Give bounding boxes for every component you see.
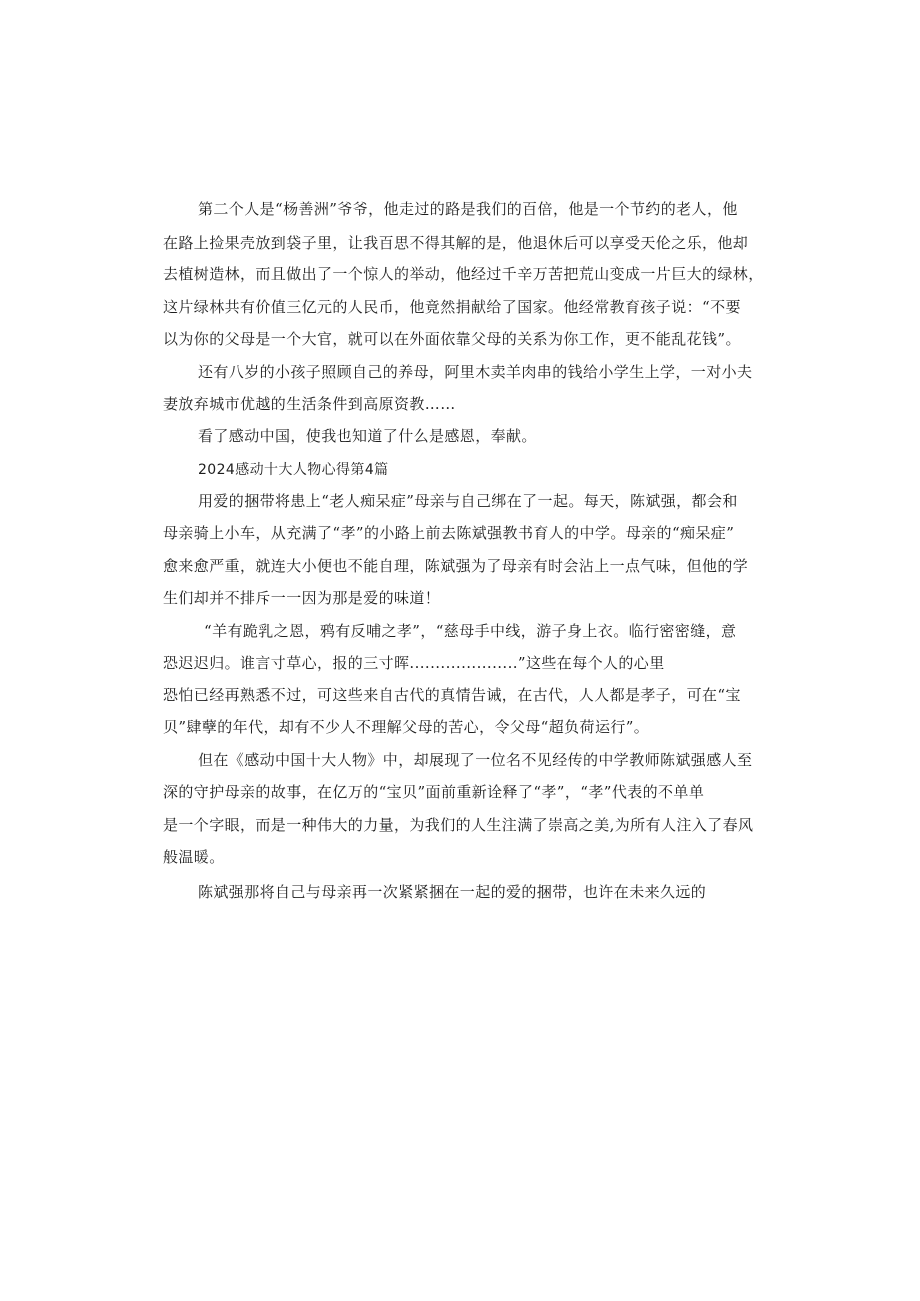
text-line: 生们却并不排斥一一因为那是爱的味道！ (163, 589, 441, 607)
text-line: 深的守护母亲的故事，在亿万的“宝贝”面前重新诠释了“孝”，“孝”代表的不单单 (163, 783, 705, 801)
text-line: 愈来愈严重，就连大小便也不能自理，陈斌强为了母亲有时会沾上一点气味，但他的学 (163, 557, 749, 575)
text-line: 般温暖。 (163, 848, 225, 866)
text-line: 恐怕已经再熟悉不过，可这些来自古代的真情告诫，在古代，人人都是孝子，可在“宝 (163, 686, 741, 704)
text-line: 陈斌强那将自己与母亲再一次紧紧捆在一起的爱的捆带，也许在未来久远的 (198, 883, 707, 901)
text-line: 看了感动中国，使我也知道了什么是感恩，奉献。 (198, 427, 537, 445)
text-line: 在路上捡果壳放到袋子里，让我百思不得其解的是，他退休后可以享受天伦之乐，他却 (163, 234, 749, 252)
text-line: 妻放弃城市优越的生活条件到高原资教…… (163, 395, 456, 413)
text-line: 这片绿林共有价值三亿元的人民币，他竟然捐献给了国家。他经常教育孩子说：“不要 (163, 298, 741, 316)
section-heading: 2024感动十大人物心得第4篇 (198, 462, 389, 478)
text-line: 恐迟迟归。谁言寸草心，报的三寸晖.....................”这些在每个人的心里 (163, 654, 665, 672)
text-line: “羊有跪乳之恩，鸦有反哺之孝”，“慈母手中线，游子身上衣。临行密密缝，意 (204, 622, 737, 640)
text-line: 以为你的父母是一个大官，就可以在外面依靠父母的关系为你工作，更不能乱花钱”。 (163, 330, 741, 348)
text-line: 是一个字眼，而是一种伟大的力量，为我们的人生注满了崇高之美,为所有人注入了春风 (163, 816, 754, 834)
text-line: 用爱的捆带将患上“老人痴呆症”母亲与自己绑在了一起。每天，陈斌强，都会和 (198, 492, 738, 510)
text-line: 去植树造林，而且做出了一个惊人的举动，他经过千辛万苦把荒山变成一片巨大的绿林， (163, 265, 764, 283)
text-line: 第二个人是“杨善洲”爷爷，他走过的路是我们的百倍，他是一个节约的老人，他 (198, 200, 738, 218)
text-line: 母亲骑上小车，从充满了“孝”的小路上前去陈斌强教书育人的中学。母亲的“痴呆症” (163, 524, 735, 542)
text-line: 贝”肆孽的年代，却有不少人不理解父母的苦心，令父母“超负荷运行”。 (163, 718, 650, 736)
text-line: 还有八岁的小孩子照顾自己的养母，阿里木卖羊肉串的钱给小学生上学，一对小夫 (198, 363, 753, 381)
text-line: 但在《感动中国十大人物》中，却展现了一位名不见经传的中学教师陈斌强感人至 (198, 751, 753, 769)
